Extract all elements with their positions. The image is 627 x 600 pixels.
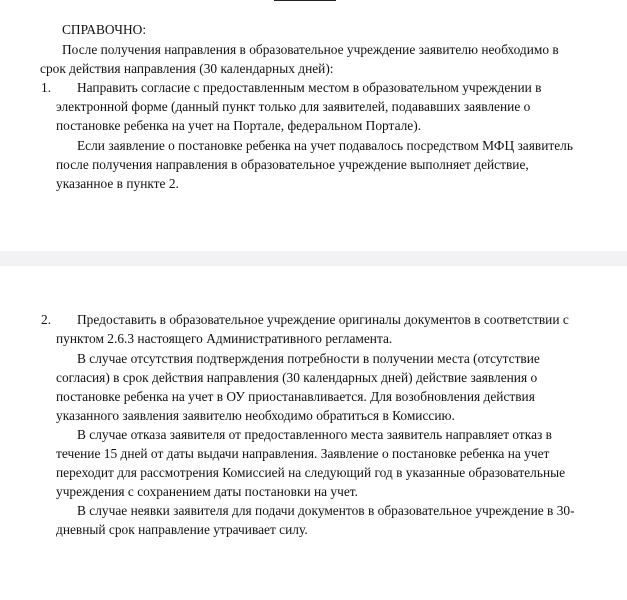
item-line: постановке ребенка на учет на Портале, федеральном Портале).: [56, 118, 422, 133]
paragraph-line: В случае неявки заявителя для подачи документов в образовательное учреждение в 30-: [77, 503, 575, 518]
paragraph-line: переходит для рассмотрения Комиссией на следующий год в указанные образовательные: [56, 465, 566, 480]
paragraph-line: В случае отсутствия подтверждения потребности в получении места (отсутствие: [77, 351, 540, 366]
paragraph-line: течение 15 дней от даты выдачи направления. Заявление о постановке ребенка на учет: [56, 446, 550, 461]
document-page-1: [0, 0, 627, 251]
intro-line: После получения направления в образовательное учреждение заявителю необходимо в: [62, 42, 559, 57]
item-number: 1.: [41, 80, 52, 95]
intro-line: срок действия направления (30 календарных дней):: [40, 61, 334, 76]
paragraph-line: дневный срок направление утрачивает силу.: [56, 522, 308, 537]
item-number: 2.: [41, 312, 52, 327]
item-line: Предоставить в образовательное учреждение оригиналы документов в соответствии с: [77, 312, 569, 327]
item-line: электронной форме (данный пункт только для заявителей, подававших заявление о: [56, 99, 531, 114]
document-page-2: [0, 266, 627, 600]
paragraph-line: учреждения с сохранением даты постановки на учет.: [56, 484, 358, 499]
note-line: после получения направления в образовательное учреждение выполняет действие,: [56, 157, 529, 172]
paragraph-line: В случае отказа заявителя от предоставленного места заявитель направляет отказ в: [77, 427, 552, 442]
item-line: пунктом 2.6.3 настоящего Административного регламента.: [56, 331, 393, 346]
note-line: Если заявление о постановке ребенка на учет подавалось посредством МФЦ заявитель: [77, 138, 573, 153]
note-line: указанное в пункте 2.: [56, 176, 179, 191]
paragraph-line: указанного заявления заявителю необходимо обратиться в Комиссию.: [56, 408, 455, 423]
paragraph-line: согласия) в срок действия направления (30 календарных дней) действие заявления о: [56, 370, 538, 385]
paragraph-line: постановке ребенка на учет в ОУ приостанавливается. Для возобновления действия: [56, 389, 535, 404]
signature-line: [274, 0, 336, 1]
item-line: Направить согласие с предоставленным местом в образовательном учреждении в: [77, 80, 542, 95]
heading: СПРАВОЧНО:: [62, 22, 147, 37]
